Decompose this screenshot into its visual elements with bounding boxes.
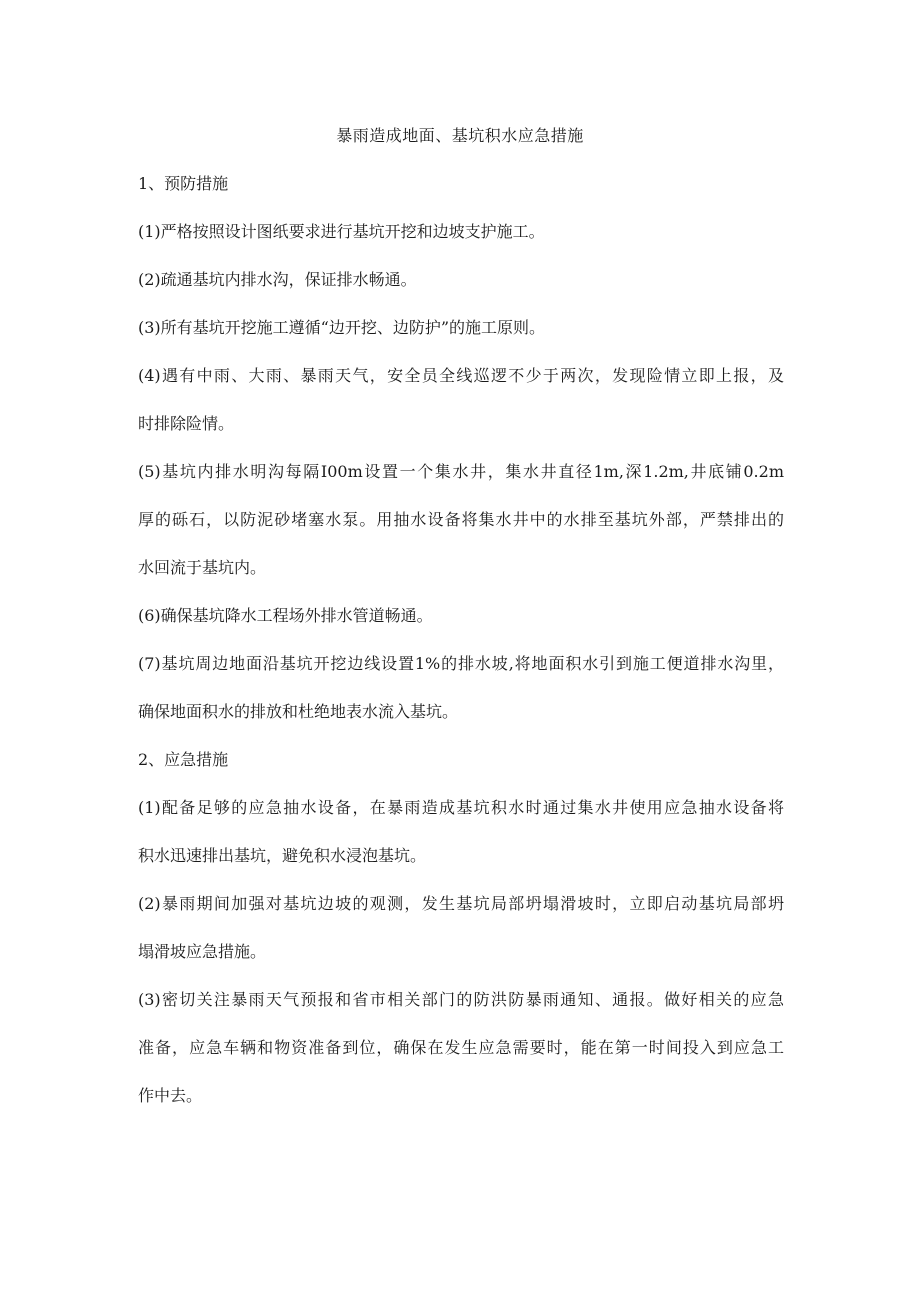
paragraph-line: (2)暴雨期间加强对基坑边坡的观测，发生基坑局部坍塌滑坡时，立即启动基坑局部坍 [138, 894, 784, 913]
list-item [138, 604, 784, 628]
paragraph-line: (1)配备足够的应急抽水设备，在暴雨造成基坑积水时通过集水井使用应急抽水设备将 [138, 798, 784, 817]
paragraph-line: (4)遇有中雨、大雨、暴雨天气，安全员全线巡逻不少于两次，发现险情立即上报，及 [138, 366, 784, 385]
paragraph-line: (2)疏通基坑内排水沟，保证排水畅通。 [138, 270, 417, 289]
paragraph-line: 塌滑坡应急措施。 [138, 942, 267, 961]
list-item [138, 364, 784, 436]
paragraph-line: 作中去。 [138, 1086, 203, 1105]
paragraph-line: 水回流于基坑内。 [138, 558, 267, 577]
paragraph-line: (6)确保基坑降水工程场外排水管道畅通。 [138, 606, 433, 625]
paragraph-line: (7)基坑周边地面沿基坑开挖边线设置1%的排水坡,将地面积水引到施工便道排水沟里， [138, 654, 784, 673]
document-title: 暴雨造成地面、基坑积水应急措施 [336, 126, 584, 145]
paragraph-line: 确保地面积水的排放和杜绝地表水流入基坑。 [138, 702, 459, 721]
paragraph-line: 准备，应急车辆和物资准备到位，确保在发生应急需要时，能在第一时间投入到应急工 [138, 1038, 784, 1057]
list-item [138, 316, 784, 340]
paragraph-line: 时排除险情。 [138, 414, 235, 433]
list-item [138, 652, 784, 724]
paragraph-line: 积水迅速排出基坑，避免积水浸泡基坑。 [138, 846, 427, 865]
list-item [138, 220, 784, 244]
paragraph-line: (1)严格按照设计图纸要求进行基坑开挖和边坡支护施工。 [138, 222, 545, 241]
section-heading: 1、预防措施 [138, 174, 229, 193]
section-heading: 2、应急措施 [138, 750, 229, 769]
list-item [138, 796, 784, 868]
list-item [138, 460, 784, 580]
list-item [138, 988, 784, 1108]
list-item [138, 268, 784, 292]
list-item [138, 892, 784, 964]
paragraph-line: (3)所有基坑开挖施工遵循“边开挖、边防护”的施工原则。 [138, 318, 546, 337]
paragraph-line: (3)密切关注暴雨天气预报和省市相关部门的防洪防暴雨通知、通报。做好相关的应急 [138, 990, 784, 1009]
paragraph-line: (5)基坑内排水明沟每隔I00m设置一个集水井，集水井直径1m,深1.2m,井底铺0.2m [138, 462, 784, 481]
paragraph-line: 厚的砾石，以防泥砂堵塞水泵。用抽水设备将集水井中的水排至基坑外部，严禁排出的 [138, 510, 784, 529]
document-body [138, 172, 784, 1132]
